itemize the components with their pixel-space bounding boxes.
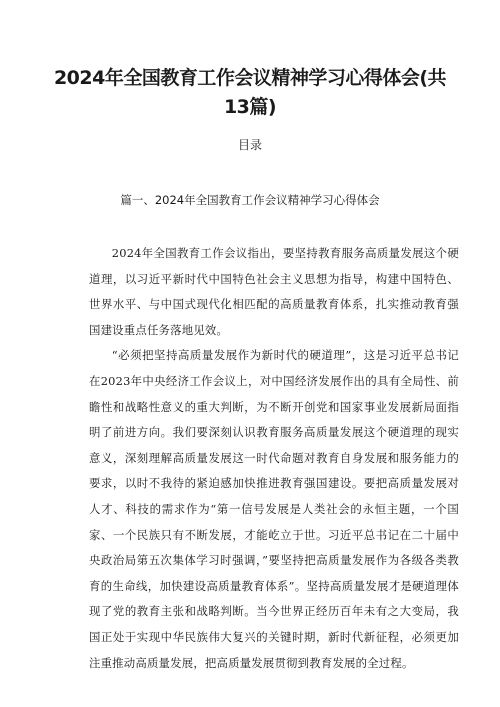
document-body: [89, 241, 459, 676]
body-paragraph: 2024年全国教育工作会议指出，要坚持教育服务高质量发展这个硬道理，以习近平新时代中国特色社会主义思想为指导，构建中国特色、世界水平、与中国式现代化相匹配的高质量教育体系，扎实推动教育强国建设重点任务落地见效。: [89, 246, 459, 337]
toc-heading: 目录: [237, 138, 262, 152]
section-heading: 篇一、2024年全国教育工作会议精神学习心得体会: [120, 193, 380, 207]
body-paragraph: “必须把坚持高质量发展作为新时代的硬道理”，这是习近平总书记在2023年中央经济工作会议上，对中国经济发展作出的具有全局性、前瞻性和战略性意义的重大判断，为不断开创党和国家事业发展新局面指明了前进方向。我们要深刻认识教育服务高质量发展这个硬道理的现实意义，深刻理解高质量发展这一时代命题对教育自身发展和服务能力的要求，以时不我待的紧迫感加快推进教育强国建设。要把高质量发展对人才、科技的需求作为“第一信号发展是人类社会的永恒主题，一个国家、一个民族只有不断发展，才能屹立于世。习近平总书记在二十届中央政治局第五次集体学习时强调，”要坚持把高质量发展作为各级各类教育的生命线，加快建设高质量教育体系”。坚持高质量发展才是硬道理体现了党的教育主张和战略判断。当今世界正经历百年未有之大变局，我国正处于实现中华民族伟大复兴的关键时期，新时代新征程，必须更加注重推动高质量发展，把高质量发展贯彻到教育发展的全过程。: [89, 348, 459, 670]
document-title: 2024年全国教育工作会议精神学习心得体会(共13篇): [53, 67, 447, 118]
